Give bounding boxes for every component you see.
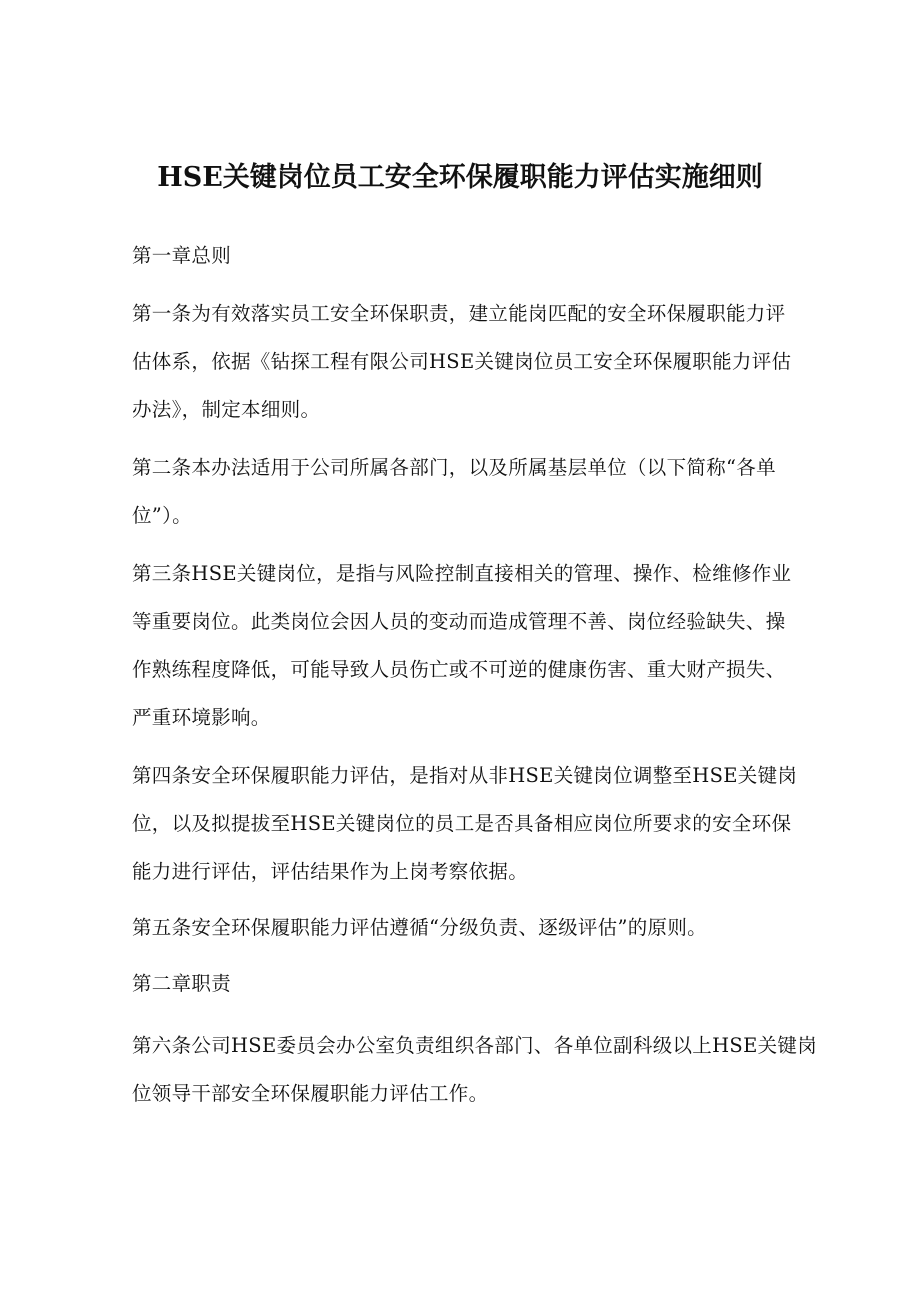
article-line: 严重环境影响。 [132, 706, 271, 729]
document-title: HSE关键岗位员工安全环保履职能力评估实施细则 [157, 162, 763, 193]
chapter-heading-text: 第二章职责 [132, 972, 232, 995]
article-line: 第一条为有效落实员工安全环保职责，建立能岗匹配的安全环保履职能力评 [132, 302, 786, 325]
article-line: 作熟练程度降低，可能导致人员伤亡或不可逆的健康伤害、重大财产损失、 [132, 658, 786, 681]
chapter-heading-duties [132, 960, 802, 1008]
article-line: 第二条本办法适用于公司所属各部门，以及所属基层单位（以下简称“各单 [132, 456, 776, 479]
article-3 [132, 550, 802, 742]
article-line: 估体系，依据《钻探工程有限公司HSE关键岗位员工安全环保履职能力评估 [132, 350, 792, 373]
article-line: 位，以及拟提拔至HSE关键岗位的员工是否具备相应岗位所要求的安全环保 [132, 812, 792, 835]
chapter-heading-text: 第一章总则 [132, 244, 232, 267]
article-5 [132, 904, 802, 952]
article-line: 位”）。 [132, 504, 192, 527]
article-line: 第三条HSE关键岗位，是指与风险控制直接相关的管理、操作、检维修作业 [132, 562, 792, 585]
article-6 [132, 1022, 817, 1118]
article-line: 能力进行评估，评估结果作为上岗考察依据。 [132, 860, 529, 883]
article-line: 办法》，制定本细则。 [132, 398, 321, 421]
article-4 [132, 752, 802, 896]
article-1 [132, 290, 802, 434]
article-line: 第六条公司HSE委员会办公室负责组织各部门、各单位副科级以上HSE关键岗 [132, 1034, 817, 1057]
article-line: 第四条安全环保履职能力评估，是指对从非HSE关键岗位调整至HSE关键岗 [132, 764, 798, 787]
article-line: 等重要岗位。此类岗位会因人员的变动而造成管理不善、岗位经验缺失、操 [132, 610, 786, 633]
article-line: 位领导干部安全环保履职能力评估工作。 [132, 1082, 489, 1105]
chapter-heading-general [132, 232, 802, 280]
article-line: 第五条安全环保履职能力评估遵循“分级负责、逐级评估”的原则。 [132, 916, 707, 939]
article-2 [132, 444, 802, 540]
